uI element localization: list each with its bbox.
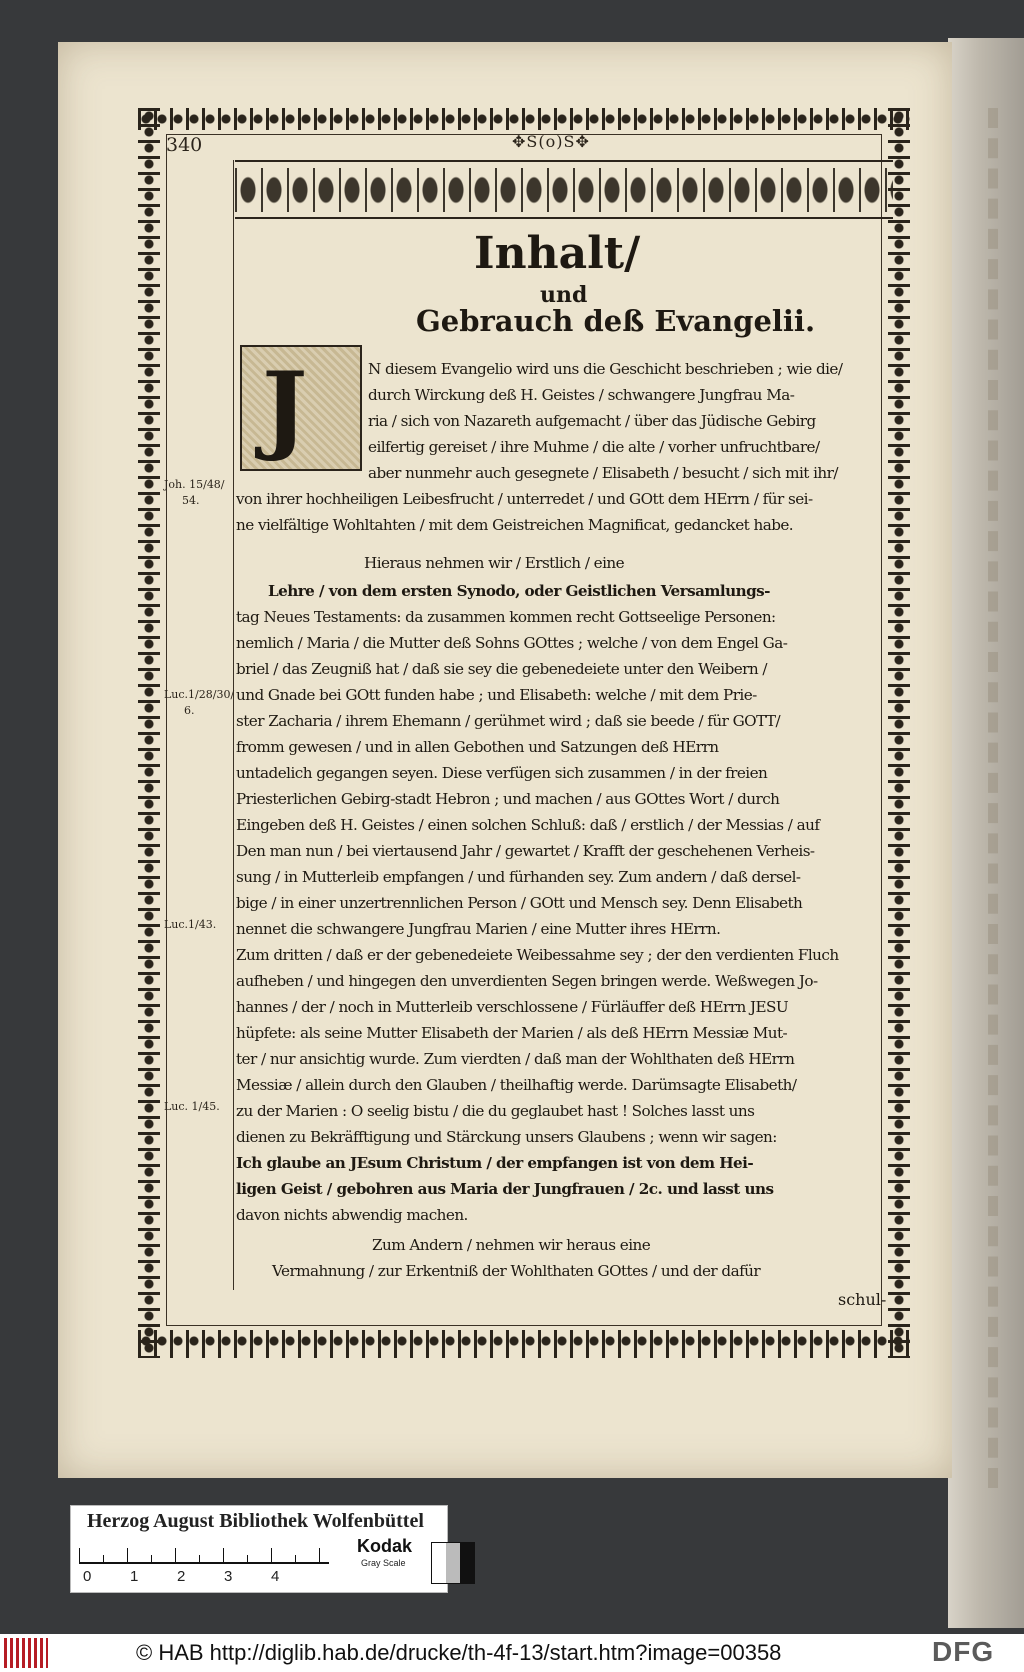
text-line: ligen Geist / gebohren aus Maria der Jungfrauen / 2c. und lasst uns <box>236 1180 774 1198</box>
library-name: Herzog August Bibliothek Wolfenbüttel <box>87 1510 424 1532</box>
frame-bottom-border <box>138 1330 910 1358</box>
text-line: eilfertig gereiset / ihre Muhme / die alte / vorher unfruchtbare/ <box>368 438 820 456</box>
footer-bar <box>0 1634 1024 1672</box>
dropcap-letter: J <box>262 351 308 464</box>
text-line: Eingeben deß H. Geistes / einen solchen Schluß: daß / erstlich / der Messias / auf <box>236 816 820 834</box>
margin-note: 6. <box>184 704 195 717</box>
ornament-band <box>235 168 893 212</box>
subtitle-conjunction: und <box>540 282 588 308</box>
text-line: nemlich / Maria / die Mutter deß Sohns GOttes ; welche / von dem Engel Ga- <box>236 634 788 652</box>
text-line: untadelich gegangen seyen. Diese verfügen sich zusammen / in der freien <box>236 764 768 782</box>
text-line: tag Neues Testaments: da zusammen kommen recht Gottseelige Personen: <box>236 608 776 626</box>
text-line: Priesterlichen Gebirg-stadt Hebron ; und machen / aus GOttes Wort / durch <box>236 790 780 808</box>
text-line: fromm gewesen / und in allen Gebothen und Satzungen deß HErrn <box>236 738 719 756</box>
adjacent-page-border <box>988 108 1024 1488</box>
ornament-band-bottom-rule <box>235 217 893 219</box>
text-line: nennet die schwangere Jungfrau Marien / eine Mutter ihres HErrn. <box>236 920 721 938</box>
ruler-number: 0 <box>83 1568 92 1585</box>
text-line: ter / nur ansichtig wurde. Zum vierdten / daß man der Wohlthaten deß HErrn <box>236 1050 795 1068</box>
text-line: und Gnade bei GOtt funden habe ; und Elisabeth: welche / mit dem Prie- <box>236 686 757 704</box>
text-line: Hieraus nehmen wir / Erstlich / eine <box>364 554 625 572</box>
adjacent-page-edge <box>948 38 1024 1628</box>
margin-note: Luc.1/43. <box>164 918 217 931</box>
text-line: dienen zu Bekräfftigung und Stärckung unsers Glaubens ; wenn wir sagen: <box>236 1128 777 1146</box>
text-line: bige / in einer unzertrennlichen Person / GOtt und Mensch sey. Denn Elisabeth <box>236 894 803 912</box>
gray-scale-caption: Gray Scale <box>361 1558 406 1568</box>
scale-ruler <box>79 1548 329 1564</box>
text-line: von ihrer hochheiligen Leibesfrucht / unterredet / und GOtt dem HErrn / für sei- <box>236 490 813 508</box>
ruler-numbers <box>83 1568 318 1585</box>
text-line: aufheben / und hingegen den unverdienten Segen bringen werde. Weßwegen Jo- <box>236 972 818 990</box>
header-ornament: ✥S(o)S✥ <box>512 132 590 151</box>
text-line: ne vielfältige Wohltahten / mit dem Geistreichen Magnificat, gedancket habe. <box>236 516 794 534</box>
margin-rule <box>233 160 234 1290</box>
text-line: hannes / der / noch in Mutterleib verschlossene / Fürläuffer deß HErrn JESU <box>236 998 789 1016</box>
frame-right-border <box>888 108 910 1358</box>
text-line: Ich glaube an JEsum Christum / der empfangen ist von dem Hei- <box>236 1154 754 1172</box>
color-calibration-label <box>70 1505 448 1593</box>
text-line: aber nunmehr auch gesegnete / Elisabeth / besucht / sich mit ihr/ <box>368 464 838 482</box>
text-line: Messiæ / allein durch den Glauben / theilhaftig werde. Darümsagte Elisabeth/ <box>236 1076 797 1094</box>
text-line: zu der Marien : O seelig bistu / die du geglaubet hast ! Solches lasst uns <box>236 1102 755 1120</box>
dfg-logo: DFG <box>932 1636 995 1667</box>
frame-left-border <box>138 108 160 1358</box>
text-line: sung / in Mutterleib empfangen / und fürhanden sey. Zum andern / daß dersel- <box>236 868 801 886</box>
text-line: hüpfete: als seine Mutter Elisabeth der Marien / als deß HErrn Messiæ Mut- <box>236 1024 788 1042</box>
text-line: briel / das Zeugniß hat / daß sie sey die gebenedeiete unter den Weibern / <box>236 660 767 678</box>
margin-note: Luc. 1/45. <box>164 1100 220 1113</box>
ruler-number: 2 <box>177 1568 186 1585</box>
source-url[interactable]: © HAB http://diglib.hab.de/drucke/th-4f-13/start.htm?image=00358 <box>136 1640 782 1665</box>
page-number: 340 <box>166 134 203 156</box>
ruler-number: 4 <box>271 1568 280 1585</box>
gray-scale-swatch <box>431 1542 475 1584</box>
frame-top-border <box>138 108 910 130</box>
ruler-number: 3 <box>224 1568 233 1585</box>
dropcap-initial <box>240 345 362 471</box>
text-line: Den man nun / bei viertausend Jahr / gewartet / Krafft der geschehenen Verheis- <box>236 842 815 860</box>
kodak-brand: Kodak <box>357 1536 413 1556</box>
text-line: Vermahnung / zur Erkentniß der Wohlthaten GOttes / und der dafür <box>272 1262 761 1280</box>
page-title: Inhalt/ <box>474 228 641 279</box>
text-line: Zum dritten / daß er der gebenedeiete Weibessahme sey ; der den verdienten Fluch <box>236 946 839 964</box>
text-line: N diesem Evangelio wird uns die Geschicht beschrieben ; wie die/ <box>368 360 843 378</box>
margin-note: Joh. 15/48/ <box>164 478 225 491</box>
text-line: ria / sich von Nazareth aufgemacht / über das Jüdische Gebirg <box>368 412 816 430</box>
text-line: ster Zacharia / ihrem Ehemann / gerühmet wird ; daß sie beede / für GOTT/ <box>236 712 781 730</box>
catchword: schul- <box>838 1290 887 1309</box>
margin-note: 54. <box>182 494 200 507</box>
page-subtitle: Gebrauch deß Evangelii. <box>416 304 816 338</box>
text-line: durch Wirckung deß H. Geistes / schwangere Jungfrau Ma- <box>368 386 795 404</box>
margin-note: Luc.1/28/30/ <box>164 688 235 701</box>
text-line: Lehre / von dem ersten Synodo, oder Geistlichen Versamlungs- <box>268 582 770 600</box>
hab-logo-icon <box>4 1638 48 1668</box>
text-line: davon nichts abwendig machen. <box>236 1206 468 1224</box>
ruler-number: 1 <box>130 1568 139 1585</box>
text-line: Zum Andern / nehmen wir heraus eine <box>372 1236 651 1254</box>
ornament-band-top-rule <box>235 160 893 162</box>
